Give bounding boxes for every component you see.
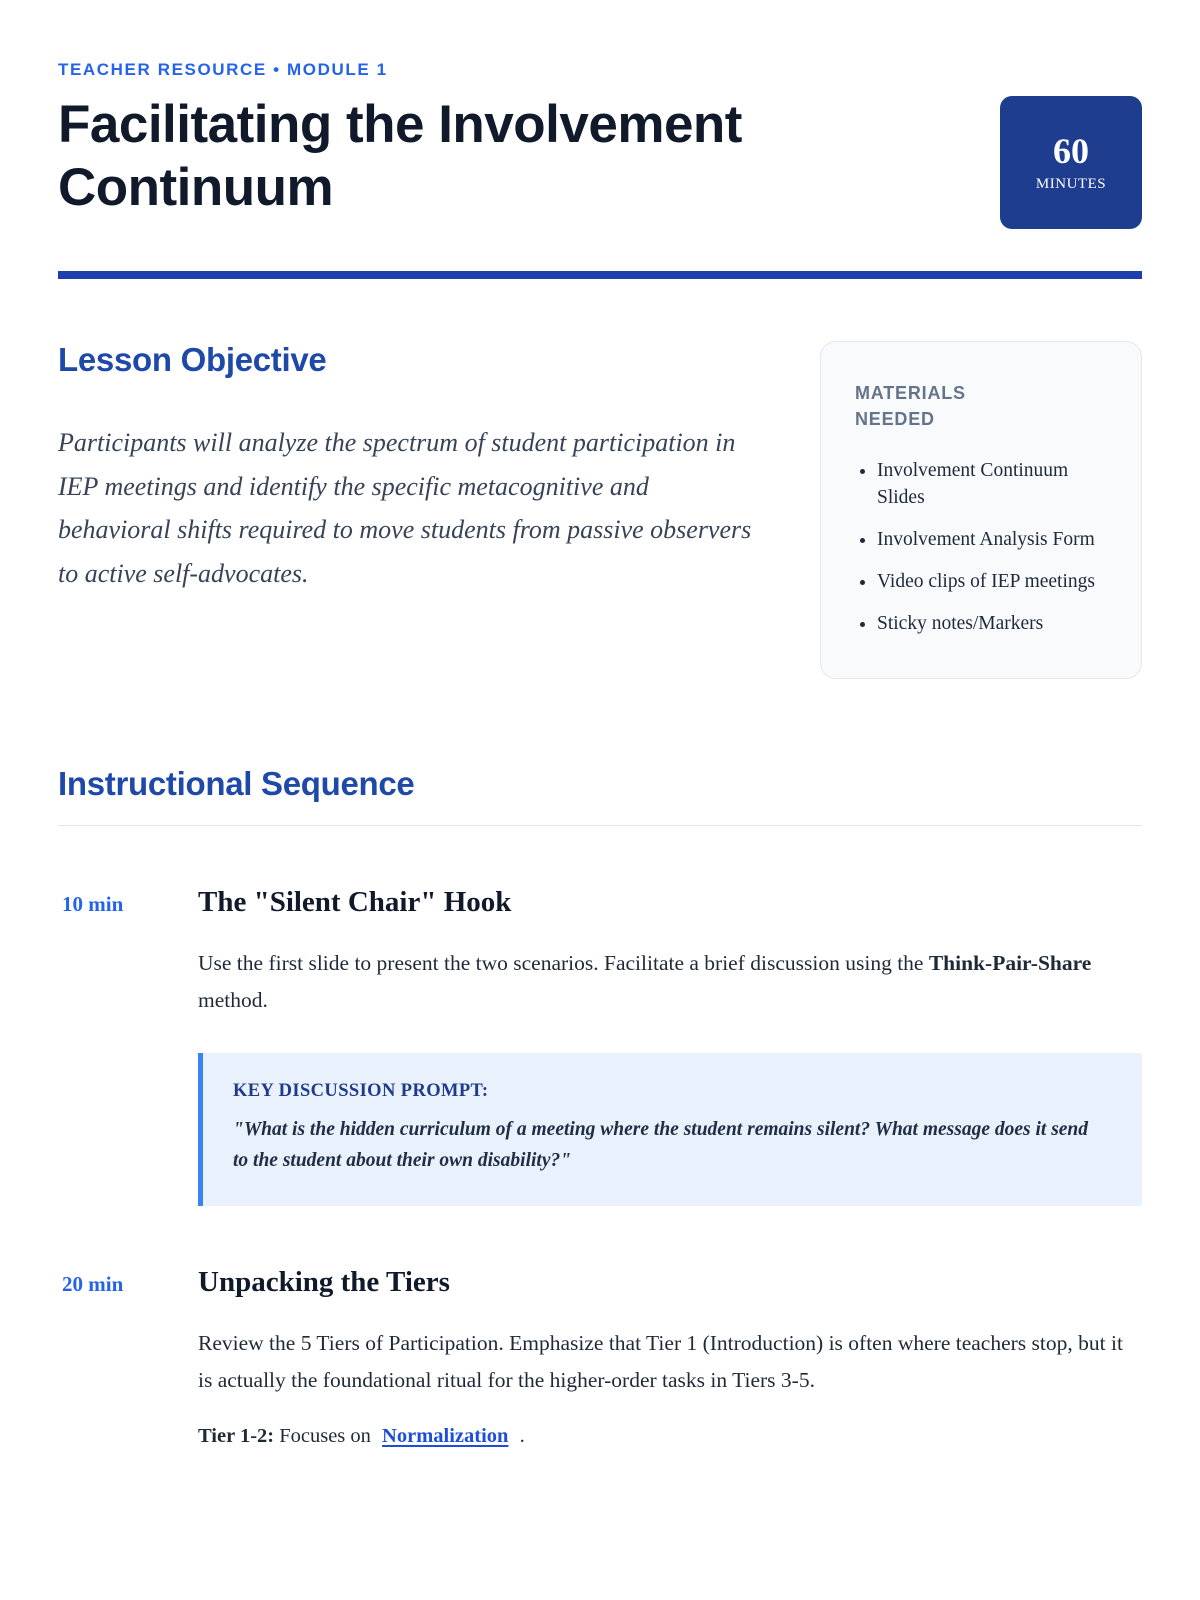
materials-item: • Involvement Analysis Form [877,527,1107,554]
step-body-text: method. [198,987,268,1012]
sequence-step-2 [58,1266,1142,1448]
objective-section [58,341,1142,679]
sequence-heading: Instructional Sequence [58,764,415,802]
tier-label: Tier 1-2: [198,1424,275,1447]
materials-card [820,341,1142,679]
step-title: Unpacking the Tiers [198,1266,450,1299]
sequence-heading-wrap [58,765,1142,826]
step-body [198,945,1142,1019]
materials-item: • Sticky notes/Markers [877,611,1107,638]
tier-suffix: . [514,1424,525,1447]
duration-badge [1000,96,1142,229]
objective-column [58,341,758,679]
step-body: Review the 5 Tiers of Participation. Emphasize that Tier 1 (Introduction) is often where teachers stop, but it is actually the foundational ritual for the higher-order tasks in Tiers 3-5. [198,1331,1123,1392]
header-divider [58,271,1142,279]
normalization-link[interactable]: Normalization [382,1424,509,1447]
step-body-text: Use the first slide to present the two scenarios. Facilitate a brief discussion using the [198,950,929,975]
discussion-prompt-callout [198,1053,1142,1206]
tier-text: Focuses on [274,1424,377,1447]
step-content [198,886,1142,1206]
step-title: The "Silent Chair" Hook [198,885,512,918]
step-time: 20 min [62,1272,124,1297]
page-title: Facilitating the Involvement Continuum [58,95,742,217]
step-time: 10 min [62,891,124,916]
step-content [198,1266,1142,1448]
sequence-section [58,765,1142,1448]
objective-text: Participants will analyze the spectrum of student participation in IEP meetings and identify the specific metacognitive and behavioral shifts required to move students from passive observers to active self-advocates. [58,428,752,589]
duration-value: 60 [1053,131,1089,172]
materials-heading: MATERIALS NEEDED [855,383,966,430]
tier-line [198,1425,1142,1448]
sequence-step-1 [58,886,1142,1206]
objective-heading: Lesson Objective [58,341,327,378]
materials-item: • Video clips of IEP meetings [877,569,1107,596]
eyebrow-breadcrumb: TEACHER RESOURCE • MODULE 1 [58,60,388,79]
duration-unit: MINUTES [1035,175,1107,192]
materials-list [855,458,1107,638]
step-body-bold: Think-Pair-Share [928,950,1092,975]
header-row [58,94,1142,229]
callout-label: KEY DISCUSSION PROMPT: [233,1080,489,1101]
materials-item: • Involvement Continuum Slides [877,458,1107,512]
callout-text: "What is the hidden curriculum of a meeting where the student remains silent? What message does it send to the student about their own disability?" [233,1118,1089,1171]
